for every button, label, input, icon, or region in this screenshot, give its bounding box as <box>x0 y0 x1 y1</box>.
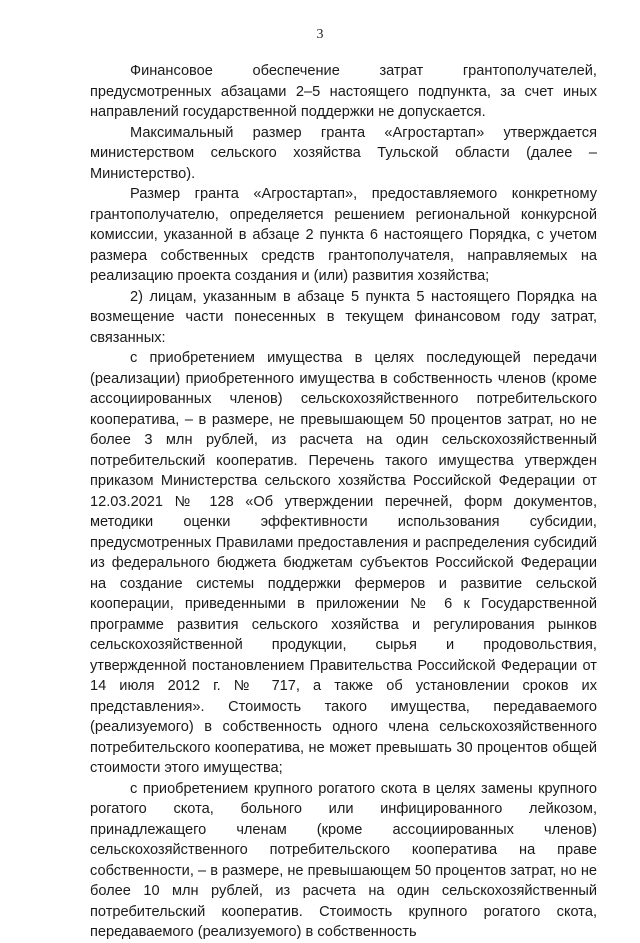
paragraph-property-acquisition: с приобретением имущества в целях последующей передачи (реализации) приобретенного имущества в собственность членов (кроме ассоциированных членов) сельскохозяйственного потребительского кооператива, – в размере, не превышающем 50 процентов затрат, но не более 3 млн рублей, из расчета на один сельскохозяйственный потребительский кооператив. Перечень такого имущества утвержден приказом Министерства сельского хозяйства Российской Федерации от 12.03.2021 № 128 «Об утверждении перечней, форм документов, методики оценки эффективности использования субсидии, предусмотренных Правилами предоставления и распределения субсидий из федерального бюджета бюджетам субъектов Российской Федерации на создание системы поддержки фермеров и развитие сельской кооперации, приведенными в приложении № 6 к Государственной программе развития сельского хозяйства и регулирования рынков сельскохозяйственной продукции, сырья и продовольствия, утвержденной постановлением Правительства Российской Федерации от 14 июля 2012 г. № 717, а также об установлении сроков их представления». Стоимость такого имущества, передаваемого (реализуемого) в собственность одного члена сельскохозяйственного потребительского кооператива, не может превышать 30 процентов общей стоимости этого имущества; <box>90 350 597 776</box>
document-body <box>90 61 597 943</box>
page-number: 3 <box>316 27 324 42</box>
paragraph-financing-restriction: Финансовое обеспечение затрат грантополучателей, предусмотренных абзацами 2–5 настоящего подпункта, за счет иных направлений государственной поддержки не допускается. <box>90 63 597 120</box>
paragraph-max-grant: Максимальный размер гранта «Агростартап» утверждается министерством сельского хозяйства Тульской области (далее – Министерство). <box>90 124 597 182</box>
paragraph-grant-size: Размер гранта «Агростартап», предоставляемого конкретному грантополучателю, определяется решением региональной конкурсной комиссии, указанной в абзаце 2 пункта 6 настоящего Порядка, с учетом размера собственных средств грантополучателя, направляемых на реализацию проекта создания и (или) развития хозяйства; <box>90 186 597 284</box>
paragraph-cattle-acquisition: с приобретением крупного рогатого скота в целях замены крупного рогатого скота, больного или инфицированного лейкозом, принадлежащего членам (кроме ассоциированных членов) сельскохозяйственного потребительского кооператива на праве собственности, – в размере, не превышающем 50 процентов затрат, но не более 10 млн рублей, из расчета на один сельскохозяйственный потребительский кооператив. Стоимость крупного рогатого скота, передаваемого (реализуемого) в собственность <box>90 780 597 940</box>
paragraph-item-2: 2) лицам, указанным в абзаце 5 пункта 5 настоящего Порядка на возмещение части понесенных в текущем финансовом году затрат, связанных: <box>90 288 597 346</box>
